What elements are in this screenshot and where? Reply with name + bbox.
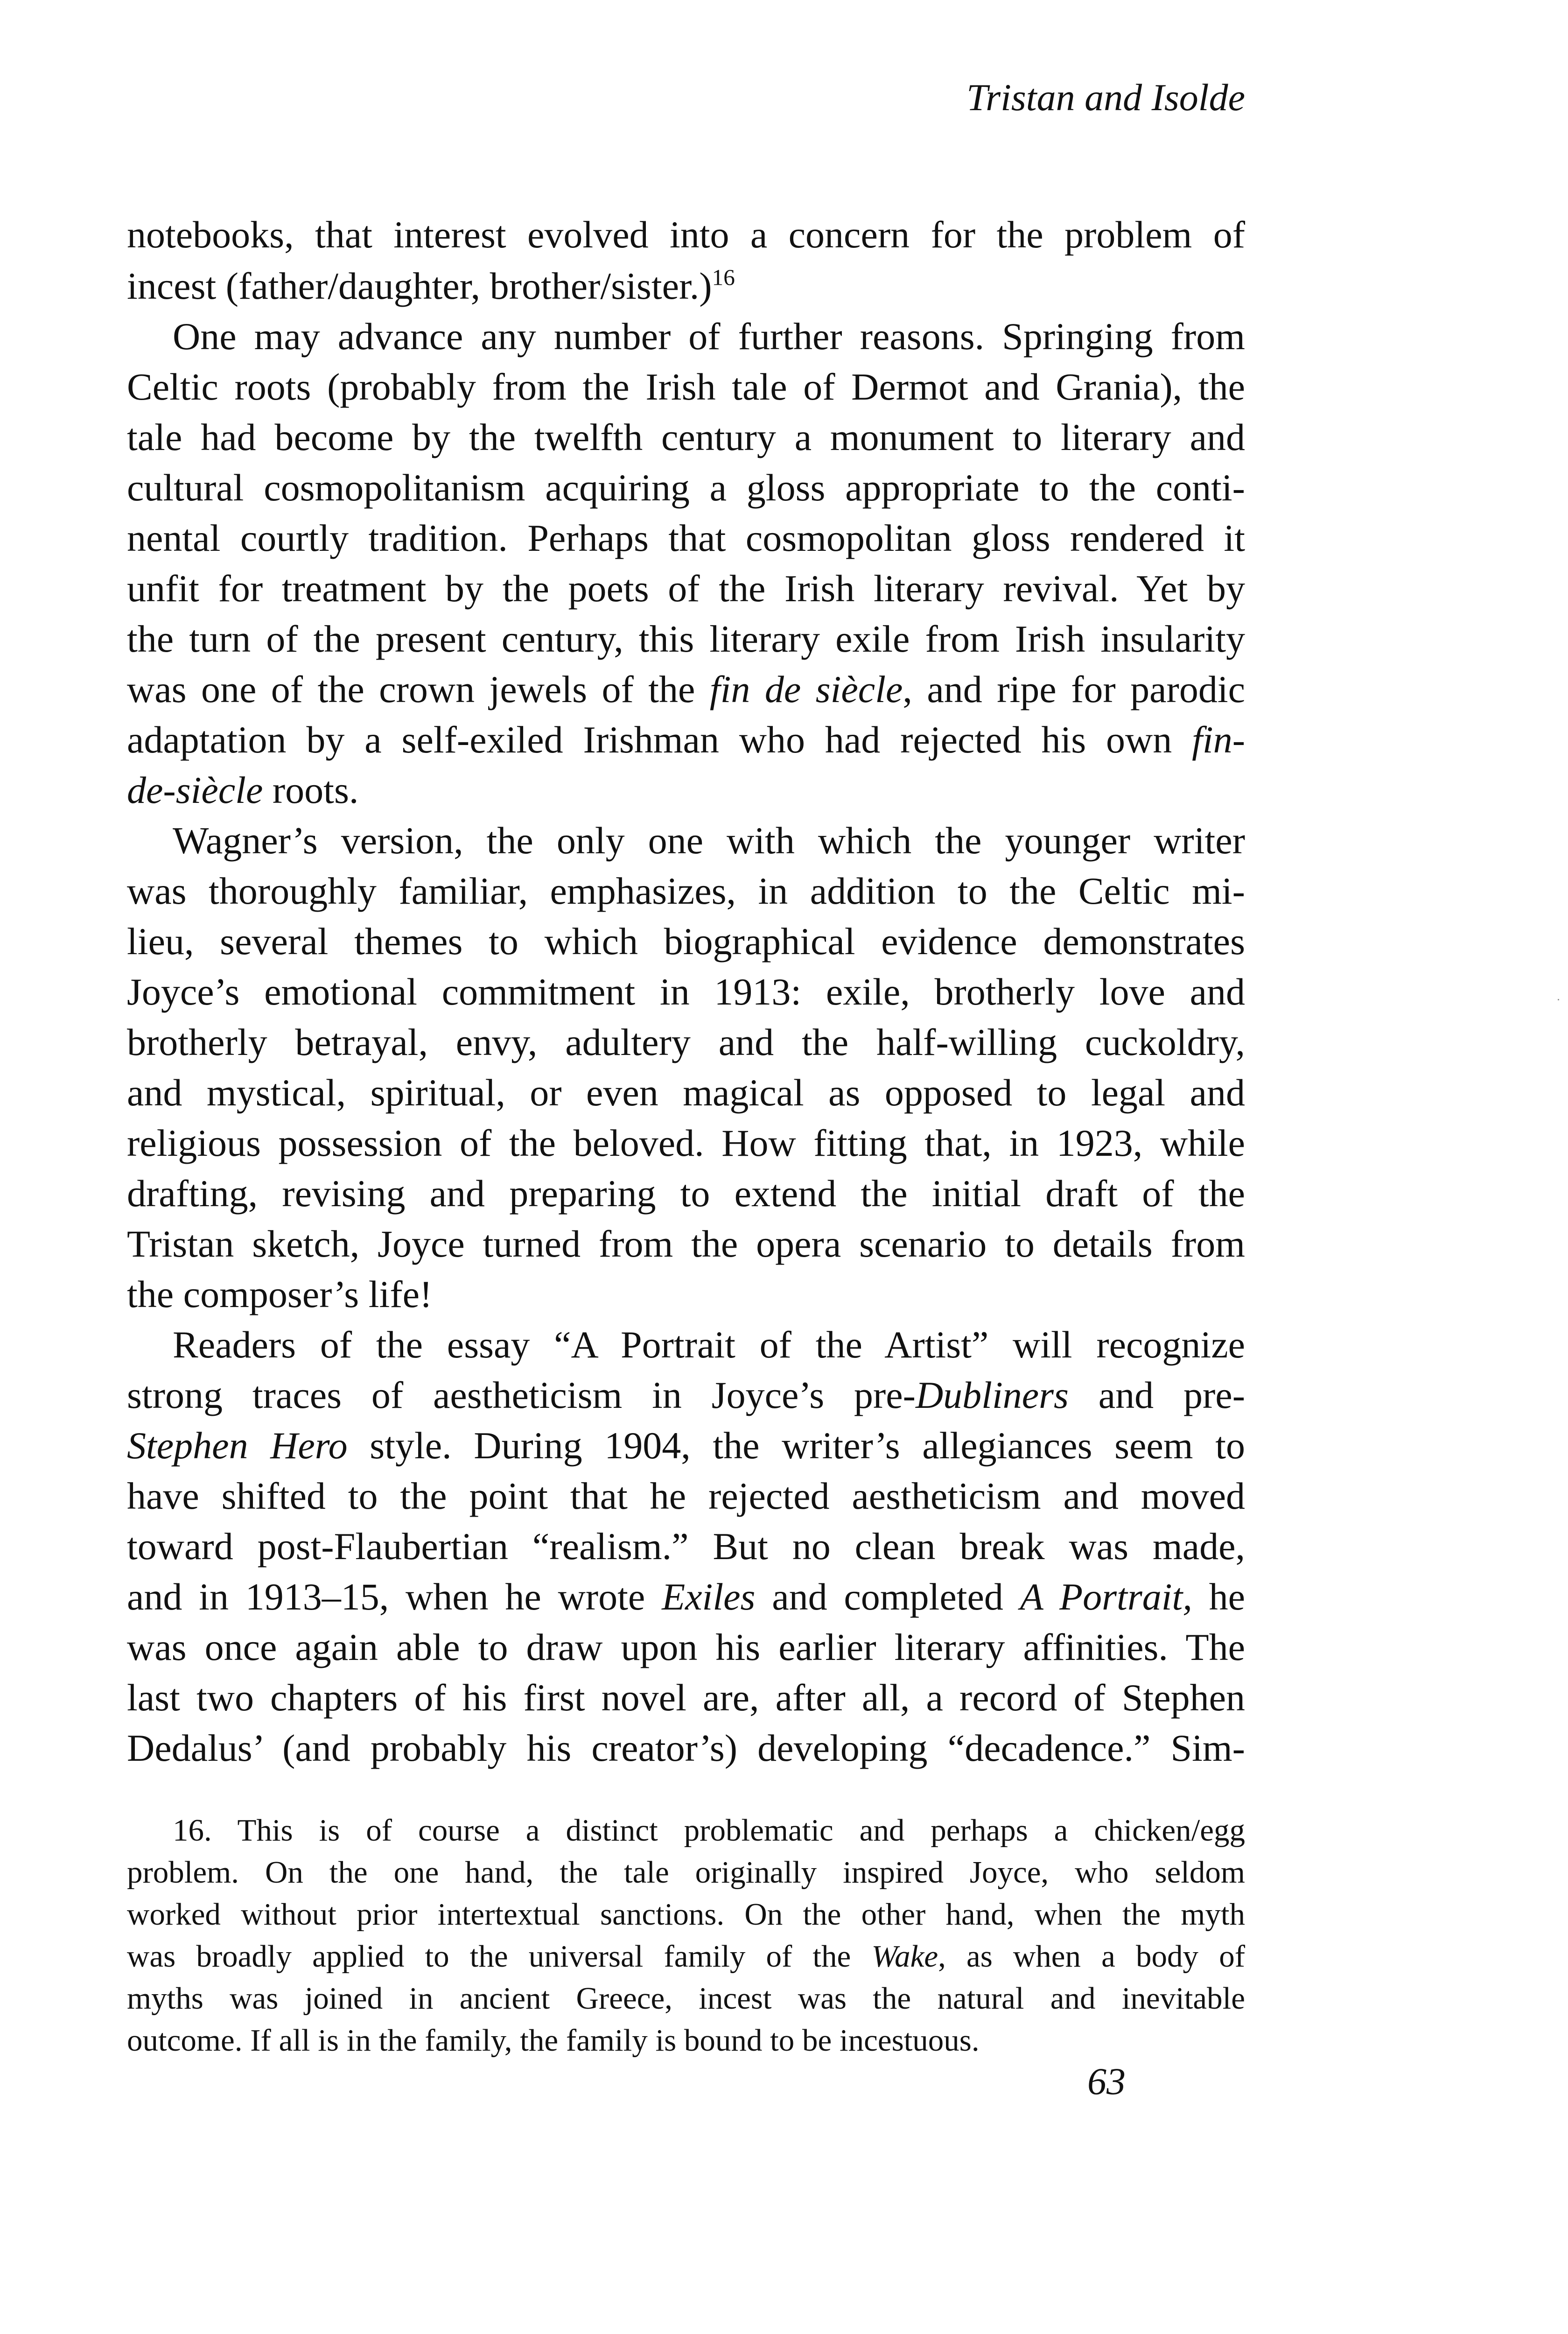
running-head: Tristan and Isolde — [966, 76, 1245, 119]
body-line: de-siècle roots. — [127, 769, 359, 811]
body-line: was once again able to draw upon his earlier literary affinities. The — [127, 1626, 1245, 1668]
body-line: cultural cosmopolitanism acquiring a gloss appropriate to the conti- — [127, 466, 1245, 509]
body-line: notebooks, that interest evolved into a concern for the problem of — [127, 213, 1245, 256]
body-line: last two chapters of his first novel are, after all, a record of Stephen — [127, 1676, 1245, 1719]
page-number: 63 — [1087, 2060, 1126, 2102]
footnote-line: worked without prior intertextual sanctions. On the other hand, when the myth — [127, 1897, 1245, 1932]
body-line: unfit for treatment by the poets of the Irish literary revival. Yet by — [127, 567, 1245, 610]
paragraph-start-line: One may advance any number of further reasons. Springing from — [173, 315, 1245, 358]
body-line: nental courtly tradition. Perhaps that cosmopolitan gloss rendered it — [127, 517, 1245, 559]
body-line: was thoroughly familiar, emphasizes, in addition to the Celtic mi- — [127, 870, 1245, 912]
body-line: Joyce’s emotional commitment in 1913: exile, brotherly love and — [127, 970, 1245, 1013]
body-line: lieu, several themes to which biographical evidence demonstrates — [127, 920, 1245, 963]
body-line: religious possession of the beloved. How fitting that, in 1923, while — [127, 1122, 1245, 1164]
body-line: strong traces of aestheticism in Joyce’s pre-Dubliners and pre- — [127, 1374, 1246, 1416]
body-line: incest (father/daughter, brother/sister.)$^{16}$ — [127, 264, 735, 307]
body-line: adaptation by a self-exiled Irishman who had rejected his own fin- — [127, 718, 1246, 761]
footnote-line: myths was joined in ancient Greece, incest was the natural and inevitable — [127, 1981, 1245, 2016]
body-line: Dedalus’ (and probably his creator’s) developing “decadence.” Sim- — [127, 1727, 1245, 1769]
body-line: Tristan sketch, Joyce turned from the opera scenario to details from — [127, 1223, 1245, 1265]
body-line: the turn of the present century, this literary exile from Irish insularity — [127, 618, 1245, 660]
footnote-reference: 16 — [712, 264, 735, 290]
footnote-line: 16. This is of course a distinct problematic and perhaps a chicken/egg — [173, 1813, 1245, 1848]
body-line: have shifted to the point that he rejected aestheticism and moved — [127, 1475, 1245, 1517]
body-line: drafting, revising and preparing to extend the initial draft of the — [127, 1172, 1245, 1215]
body-line: toward post-Flaubertian “realism.” But no clean break was made, — [127, 1525, 1245, 1568]
paragraph-start-line: Wagner’s version, the only one with which the younger writer — [173, 819, 1245, 862]
body-line: tale had become by the twelfth century a monument to literary and — [127, 416, 1245, 458]
body-line: was one of the crown jewels of the fin de siècle, and ripe for parodic — [127, 668, 1246, 710]
body-line: and mystical, spiritual, or even magical as opposed to legal and — [127, 1071, 1245, 1114]
body-line: Celtic roots (probably from the Irish tale of Dermot and Grania), the — [127, 366, 1245, 408]
footnote-line: problem. On the one hand, the tale originally inspired Joyce, who seldom — [127, 1855, 1245, 1890]
body-line: Stephen Hero style. During 1904, the writer’s allegiances seem to — [127, 1424, 1245, 1467]
scan-speck — [1558, 999, 1559, 1000]
body-line: brotherly betrayal, envy, adultery and the half-willing cuckoldry, — [127, 1021, 1245, 1063]
paragraph-start-line: Readers of the essay “A Portrait of the Artist” will recognize — [173, 1323, 1245, 1366]
body-line: the composer’s life! — [127, 1273, 433, 1315]
footnote-line: was broadly applied to the universal family of the Wake, as when a body of — [127, 1939, 1246, 1974]
body-line: and in 1913–15, when he wrote Exiles and completed A Portrait, he — [127, 1575, 1246, 1618]
footnote-line: outcome. If all is in the family, the family is bound to be incestuous. — [127, 2023, 980, 2058]
